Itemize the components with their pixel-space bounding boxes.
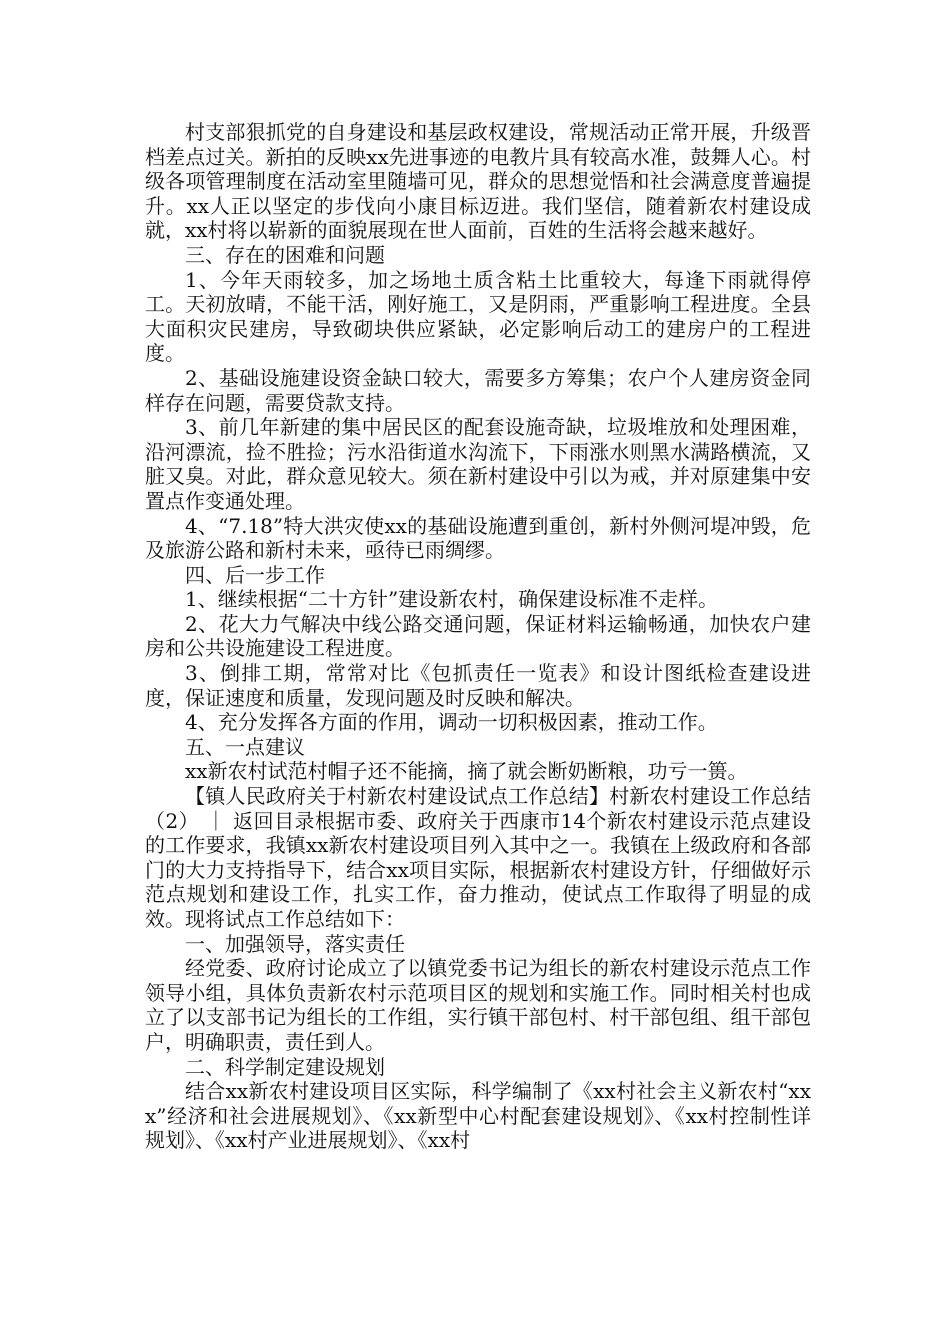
paragraph-next-step-3: 3、倒排工期，常常对比《包抓责任一览表》和设计图纸检查建设进度，保证速度和质量，发现问题及时反映和解决。 — [145, 661, 811, 710]
paragraph-planning: 结合xx新农村建设项目区实际，科学编制了《xx村社会主义新农村“xxx”经济和社会进展规划》、《xx新型中心村配套建设规划》、《xx村控制性详规划》、《xx村产业进展规划》、《xx村 — [145, 1079, 811, 1153]
paragraph-problem-3: 3、前几年新建的集中居民区的配套设施奇缺，垃圾堆放和处理困难，沿河漂流，捡不胜捡；污水沿街道水沟流下，下雨涨水则黑水满路横流，又脏又臭。对此，群众意见较大。须在新村建设中引以为戒，并对原建集中安置点作变通处理。 — [145, 415, 811, 513]
paragraph-next-step-2: 2、花大力气解决中线公路交通问题，保证材料运输畅通，加快农户建房和公共设施建设工程进度。 — [145, 611, 811, 661]
heading-next-steps: 四、后一步工作 — [185, 562, 325, 587]
heading-suggestion: 五、一点建议 — [185, 734, 305, 759]
document-body — [145, 120, 811, 1153]
paragraph-problem-1: 1、今年天雨较多，加之场地土质含粘土比重较大，每逢下雨就得停工。天初放晴，不能干活，刚好施工，又是阴雨，严重影响工程进度。全县大面积灾民建房，导致砌块供应紧缺，必定影响后动工的建房户的工程进度。 — [145, 267, 811, 366]
heading-strengthen-leadership: 一、加强领导，落实责任 — [185, 931, 405, 956]
heading-scientific-planning: 二、科学制定建设规划 — [185, 1054, 385, 1079]
paragraph-summary-intro: 【镇人民政府关于村新农村建设试点工作总结】村新农村建设工作总结（2） ｜ 返回目录根据市委、政府关于西康市14个新农村建设示范点建设的工作要求，我镇xx新农村建设项目列入其中之一。我镇在上级政府和各部门的大力支持指导下，结合xx项目实际，根据新农村建设方针，仔细做好示范点规划和建设工作，扎实工作，奋力推动，使试点工作取得了明显的成效。现将试点工作总结如下： — [145, 784, 811, 931]
heading-difficulties-and-problems: 三、存在的困难和问题 — [185, 242, 385, 267]
paragraph-leadership: 经党委、政府讨论成立了以镇党委书记为组长的新农村建设示范点工作领导小组，具体负责新农村示范项目区的规划和实施工作。同时相关村也成立了以支部书记为组长的工作组，实行镇干部包村、村干部包组、组干部包户，明确职责，责任到人。 — [145, 956, 811, 1054]
paragraph-problem-2: 2、基础设施建设资金缺口较大，需要多方筹集；农户个人建房资金同样存在问题，需要贷款支持。 — [145, 365, 811, 415]
paragraph-suggestion: xx新农村试范村帽子还不能摘，摘了就会断奶断粮，功亏一篑。 — [185, 759, 748, 784]
paragraph-next-step-4: 4、充分发挥各方面的作用，调动一切积极因素，推动工作。 — [185, 710, 718, 735]
paragraph-next-step-1: 1、继续根据“二十方针”建设新农村，确保建设标准不走样。 — [185, 587, 719, 612]
paragraph-village-party-building: 村支部狠抓党的自身建设和基层政权建设，常规活动正常开展，升级晋档差点过关。新拍的反映xx先进事迹的电教片具有较高水准，鼓舞人心。村级各项管理制度在活动室里随墙可见，群众的思想觉悟和社会满意度普遍提升。xx人正以坚定的步伐向小康目标迈进。我们坚信，随着新农村建设成就，xx村将以崭新的面貌展现在世人面前，百姓的生活将会越来越好。 — [145, 120, 811, 243]
paragraph-problem-4: 4、“7.18”特大洪灾使xx的基础设施遭到重创，新村外侧河堤冲毁，危及旅游公路和新村未来，亟待已雨绸缪。 — [145, 513, 811, 563]
